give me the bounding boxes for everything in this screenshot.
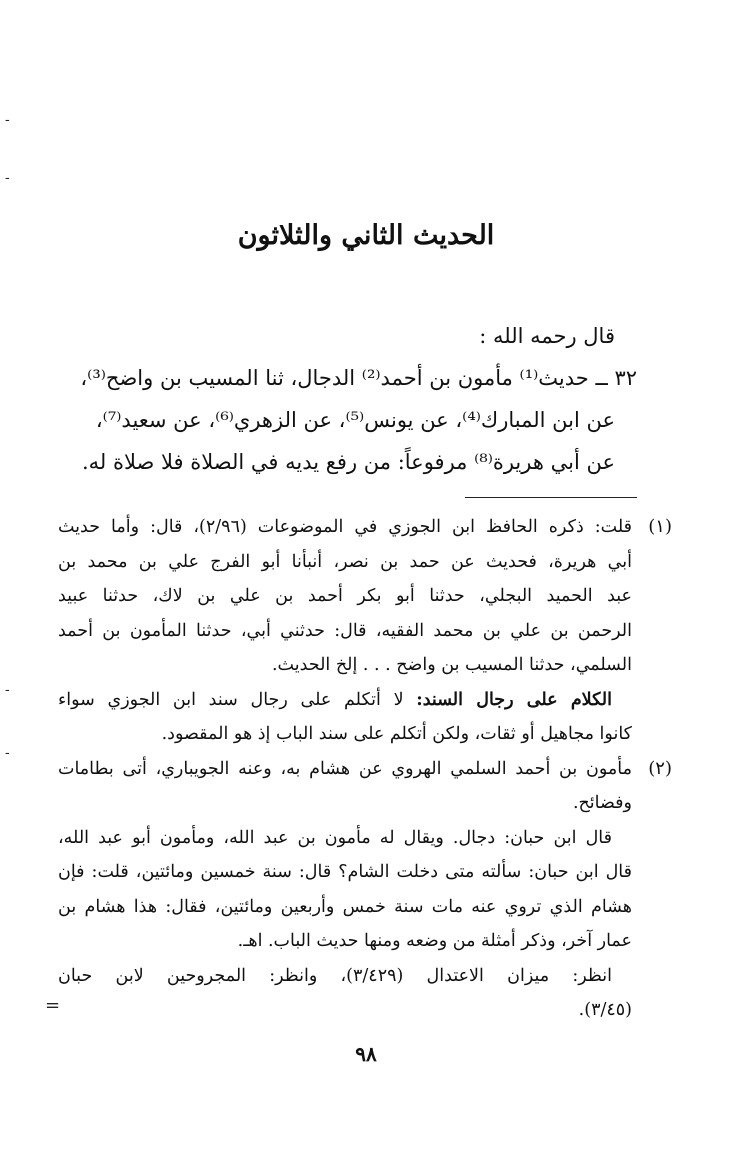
footnote-body	[58, 752, 632, 821]
footnote-line: أبي هريرة، فحديث عن حمد بن نصر، أنبأنا أبو الفرج علي بن محمد بن	[58, 551, 632, 572]
footnote-line: مأمون بن أحمد السلمي الهروي عن هشام به، وعنه الجويباري، أتى بطامات	[58, 758, 632, 779]
footnote-2-reference	[58, 959, 672, 1028]
footnote-1	[58, 510, 672, 683]
footnote-line: قال ابن حبان: سألته متى دخلت الشام؟ قال: سنة خمسين ومائتين، قلت: فإن	[58, 862, 632, 882]
hadith-line: ٣٢ ــ حديث⁽¹⁾ مأمون بن أحمد⁽²⁾ الدجال، ثنا المسيب بن واضح⁽³⁾،	[80, 366, 637, 390]
margin-mark: -	[5, 112, 10, 128]
footnote-line: عبد الحميد البجلي، حدثنا أبو بكر أحمد بن علي بن لاك، حدثنا عبيد	[58, 586, 632, 606]
margin-mark: -	[5, 745, 10, 761]
footnote-line: قال ابن حبان: دجال. ويقال له مأمون بن عبد الله، ومأمون أبو عبد الله،	[58, 827, 612, 848]
footnote-body	[58, 510, 632, 683]
section-label: الكلام على رجال السند:	[416, 689, 612, 710]
footnote-line: كانوا مجاهيل أو ثقات، ولكن أتكلم على سند الباب إذ هو المقصود.	[161, 724, 632, 744]
footnote-number: (٢)	[648, 757, 672, 779]
footnote-line: السلمي، حدثنا المسيب بن واضح . . . إلخ الحديث.	[271, 655, 632, 675]
hadith-line: عن أبي هريرة⁽⁸⁾ مرفوعاً: من رفع يديه في الصلاة فلا صلاة له.	[81, 450, 615, 474]
margin-mark: -	[5, 170, 10, 186]
page-number: ٩٨	[355, 1042, 377, 1066]
footnote-line: هشام الذي تروي عنه مات سنة خمس وأربعين ومائتين، فقال: هذا هشام بن	[58, 896, 632, 917]
hadith-line: عن ابن المبارك⁽⁴⁾، عن يونس⁽⁵⁾، عن الزهري⁽⁶⁾، عن سعيد⁽⁷⁾،	[95, 408, 615, 432]
footnote-separator	[465, 497, 637, 498]
footnote-line: عمار آخر، وذكر أمثلة من وضعه ومنها حديث الباب. اهـ.	[237, 931, 632, 951]
section-text: لا أتكلم على رجال سند ابن الجوزي سواء	[58, 689, 404, 710]
footnote-2	[58, 752, 672, 821]
footnote-2-paragraph	[58, 821, 672, 959]
footnote-line: وفضائح.	[572, 793, 632, 813]
intro-line: قال رحمه الله :	[479, 324, 615, 348]
footnote-1-commentary	[58, 683, 672, 752]
margin-mark: =	[45, 995, 61, 1016]
main-text	[77, 315, 637, 483]
footnote-line: (٣/٤٥).	[578, 1000, 632, 1020]
footnote-line: قلت: ذكره الحافظ ابن الجوزي في الموضوعات (٢/٩٦)، قال: وأما حديث	[58, 517, 632, 537]
footnote-line: الرحمن بن علي بن محمد الفقيه، قال: حدثني أبي، حدثنا المأمون بن أحمد	[58, 620, 632, 641]
footnote-line: انظر: ميزان الاعتدال (٣/٤٢٩)، وانظر: المجروحين لابن حبان	[58, 965, 612, 986]
page-title: الحديث الثاني والثلاثون	[237, 220, 495, 251]
footnote-number: (١)	[648, 516, 672, 537]
footnotes	[58, 510, 672, 1028]
footnote-line	[58, 683, 632, 718]
margin-mark: -	[5, 682, 10, 698]
